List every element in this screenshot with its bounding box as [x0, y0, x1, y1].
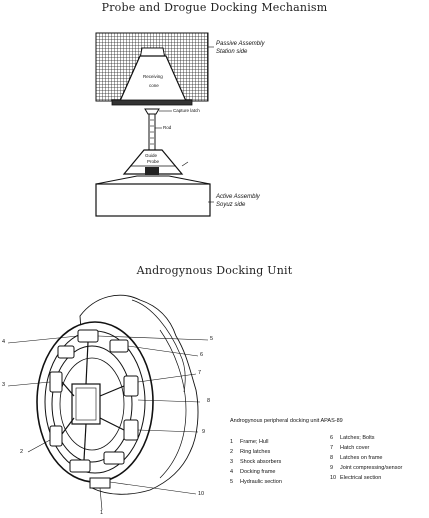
legend-item: 8 Latches on frame	[330, 455, 383, 461]
legend-item: 6 Latches; Bolts	[330, 435, 375, 441]
callout-5: 5	[210, 336, 214, 342]
legend-title: Androgynous peripheral docking unit APAS-89	[230, 418, 343, 424]
label-soyuz-side: Soyuz side	[216, 202, 246, 208]
label-capture-latch: Capture latch	[173, 108, 200, 113]
callout-4: 4	[2, 339, 6, 345]
callout-9: 9	[202, 429, 206, 435]
callout-8: 8	[207, 398, 211, 404]
callout-6: 6	[200, 352, 204, 358]
label-guide: Guide	[145, 153, 158, 158]
frame-hull	[90, 478, 110, 488]
legend-item: 7 Hatch cover	[330, 445, 370, 451]
label-passive-assembly: Passive Assembly	[216, 41, 265, 47]
label-station-side: Station side	[216, 49, 248, 55]
legend-item: 3 Shock absorbers	[230, 459, 282, 465]
label-rod: Rod	[163, 125, 172, 130]
callout-1: 1	[100, 510, 104, 516]
callout-10: 10	[198, 491, 205, 497]
legend-item: 9 Joint compressing/sensor	[330, 465, 403, 471]
callout-3: 3	[2, 382, 6, 388]
probe-drogue-title: Probe and Drogue Docking Mechanism	[101, 1, 328, 14]
label-receiving: Receiving	[143, 74, 163, 79]
legend-item: 5 Hydraulic section	[230, 479, 282, 485]
label-cone: cone	[149, 83, 159, 88]
label-active-assembly: Active Assembly	[216, 194, 260, 200]
legend-item: 2 Ring latches	[230, 449, 271, 455]
label-probe: Probe	[147, 159, 160, 164]
legend-item: 10 Electrical section	[330, 475, 382, 481]
legend-item: 4 Docking frame	[230, 469, 276, 475]
androgynous-unit-title: Androgynous Docking Unit	[136, 264, 293, 277]
callout-2: 2	[20, 449, 24, 455]
callout-7: 7	[198, 370, 202, 376]
legend-item: 1 Frame; Hull	[230, 439, 269, 445]
